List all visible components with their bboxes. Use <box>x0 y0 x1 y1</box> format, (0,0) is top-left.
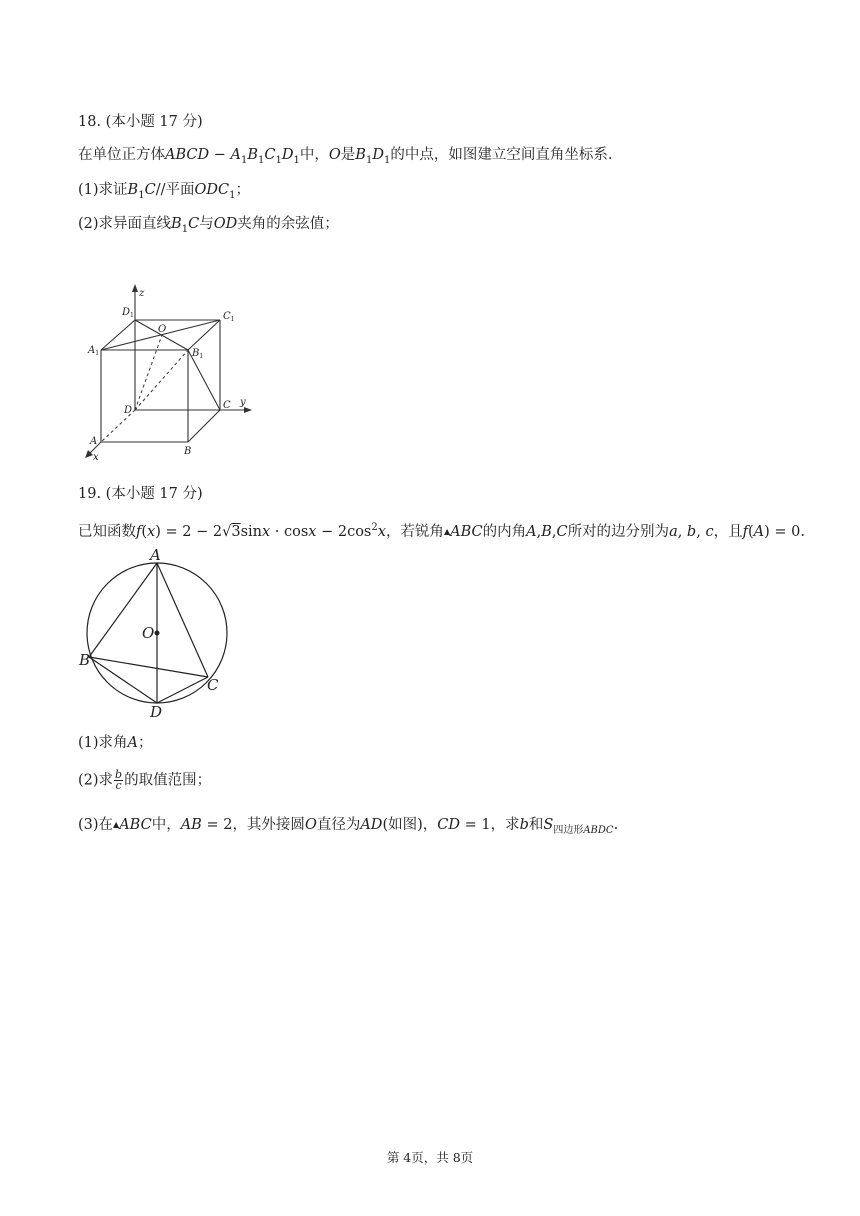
axis-y-label: y <box>240 397 246 408</box>
label-D1: $D_1$ <box>122 307 134 319</box>
q19-part2: (2)求 $\frac{b}{c}$ 的取值范围； <box>78 768 212 792</box>
label-B: B <box>184 446 192 457</box>
q19-part1: (1)求角A； <box>78 735 153 751</box>
q18-statement: 在单位正方体ABCD − $A_1B_1C_1D_1$中，O是$B_1D_1$的中点，如图建立空间直角坐标系. <box>78 147 613 166</box>
label-C: C <box>223 400 231 411</box>
circle-label-A: A <box>150 546 161 564</box>
label-B1: $B_1$ <box>192 348 204 360</box>
label-D: D <box>124 405 133 416</box>
q19-part3: (3)在▲ABC中，AB = 2，其外接圆O直径为AD(如图)，CD = 1，求b和$S_{四边形ABDC}$. <box>78 817 619 836</box>
q18-part2: (2)求异面直线$B_1C$与OD夹角的余弦值； <box>78 216 339 235</box>
q19-header: 19. (本小题 17 分) <box>78 486 203 502</box>
circle-label-O: O <box>142 624 155 642</box>
label-C1: $C_1$ <box>223 311 235 323</box>
axis-x-label: x <box>93 452 99 463</box>
circle-label-C: C <box>207 676 219 694</box>
axis-z-label: z <box>139 288 145 299</box>
label-O: O <box>158 324 167 335</box>
circle-figure <box>76 546 236 721</box>
q18-header: 18. (本小题 17 分) <box>78 114 203 130</box>
q18-part1: (1)求证$B_1C//$平面$ODC_1$； <box>78 182 250 201</box>
circle-label-D: D <box>150 703 163 721</box>
label-A1: $A_1$ <box>88 345 100 357</box>
page-footer: 第 4页，共 8页 <box>386 1150 474 1165</box>
q19-statement: 已知函数$f(x) = 2 - 2√3\sin x \cdot \cos x - 2\cos^2x$，若锐角▲ABC的内角A,B,C所对的边分别为a, b, c，且f(A) = 0. <box>78 522 805 540</box>
label-A: A <box>90 436 98 447</box>
circle-label-B: B <box>79 651 91 669</box>
cube-figure <box>80 282 265 467</box>
